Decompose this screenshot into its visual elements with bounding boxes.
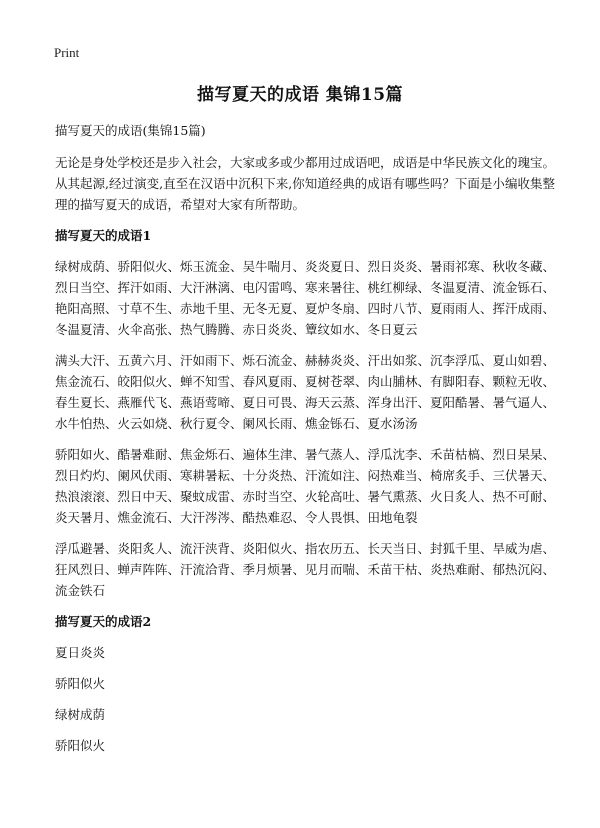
page-title: 描写夏天的成语 集锦15篇 (196, 85, 404, 105)
idiom-paragraph: 绿树成荫、骄阳似火、烁玉流金、吴牛喘月、炎炎夏日、烈日炎炎、暑雨祁寒、秋收冬藏、烈日当空、挥汗如雨、大汗淋漓、电闪雷鸣、寒来暑往、桃红柳绿、冬温夏清、流金铄石、艳阳高照、寸草不生、赤地千里、无冬无夏、夏炉冬扇、四时八节、夏雨雨人、挥汗成雨、冬温夏清、火伞高张、热气腾腾、赤日炎炎、簟纹如水、冬日夏云 (55, 259, 556, 337)
section-heading-1: 描写夏天的成语1 (55, 228, 152, 243)
idiom-paragraph: 满头大汗、五黄六月、汗如雨下、烁石流金、赫赫炎炎、汗出如浆、沉李浮瓜、夏山如碧、焦金流石、皎阳似火、蝉不知雪、春风夏雨、夏树苍翠、肉山脯林、有脚阳春、颗粒无收、春生夏长、燕雁代飞、燕语莺啼、夏日可畏、海天云蒸、浑身出汗、夏阳酷暑、暑气逼人、水牛怕热、火云如烧、秋行夏令、阑风长雨、燋金铄石、夏水汤汤 (55, 353, 556, 431)
intro-paragraph: 无论是身处学校还是步入社会，大家或多或少都用过成语吧，成语是中华民族文化的瑰宝。从其起源,经过演变,直至在汉语中沉积下来,你知道经典的成语有哪些吗？下面是小编收集整理的描写夏天的成语，希望对大家有所帮助。 (55, 155, 556, 212)
idiom-item: 骄阳似火 (55, 676, 106, 691)
idiom-paragraph: 浮瓜避暑、炎阳炙人、流汗浃背、炎阳似火、指农历五、长天当日、封狐千里、旱威为虐、狂风烈日、蝉声阵阵、汗流洽背、季月烦暑、见月而喘、禾苗干枯、炎热难耐、郁热沉闷、流金铁石 (55, 541, 556, 598)
document-body (55, 120, 555, 766)
idiom-paragraph: 骄阳如火、酷暑难耐、焦金烁石、遍体生津、暑气蒸人、浮瓜沈李、禾苗枯槁、烈日杲杲、烈日灼灼、阑风伏雨、寒耕暑耘、十分炎热、汗流如注、闷热难当、椅席炙手、三伏暑天、热浪滚滚、烈日中天、聚蚊成雷、赤时当空、火轮高吐、暑气熏蒸、火日炙人、热不可耐、炎天暑月、燋金流石、大汗涔涔、酷热难忍、令人畏惧、田地龟裂 (55, 447, 556, 525)
idiom-item: 夏日炎炎 (55, 645, 106, 660)
idiom-item: 绿树成荫 (55, 707, 106, 722)
idiom-item: 骄阳似火 (55, 738, 106, 753)
print-label[interactable]: Print (54, 45, 80, 60)
document-subtitle: 描写夏天的成语(集锦15篇) (55, 123, 206, 138)
section-heading-2: 描写夏天的成语2 (55, 614, 152, 629)
